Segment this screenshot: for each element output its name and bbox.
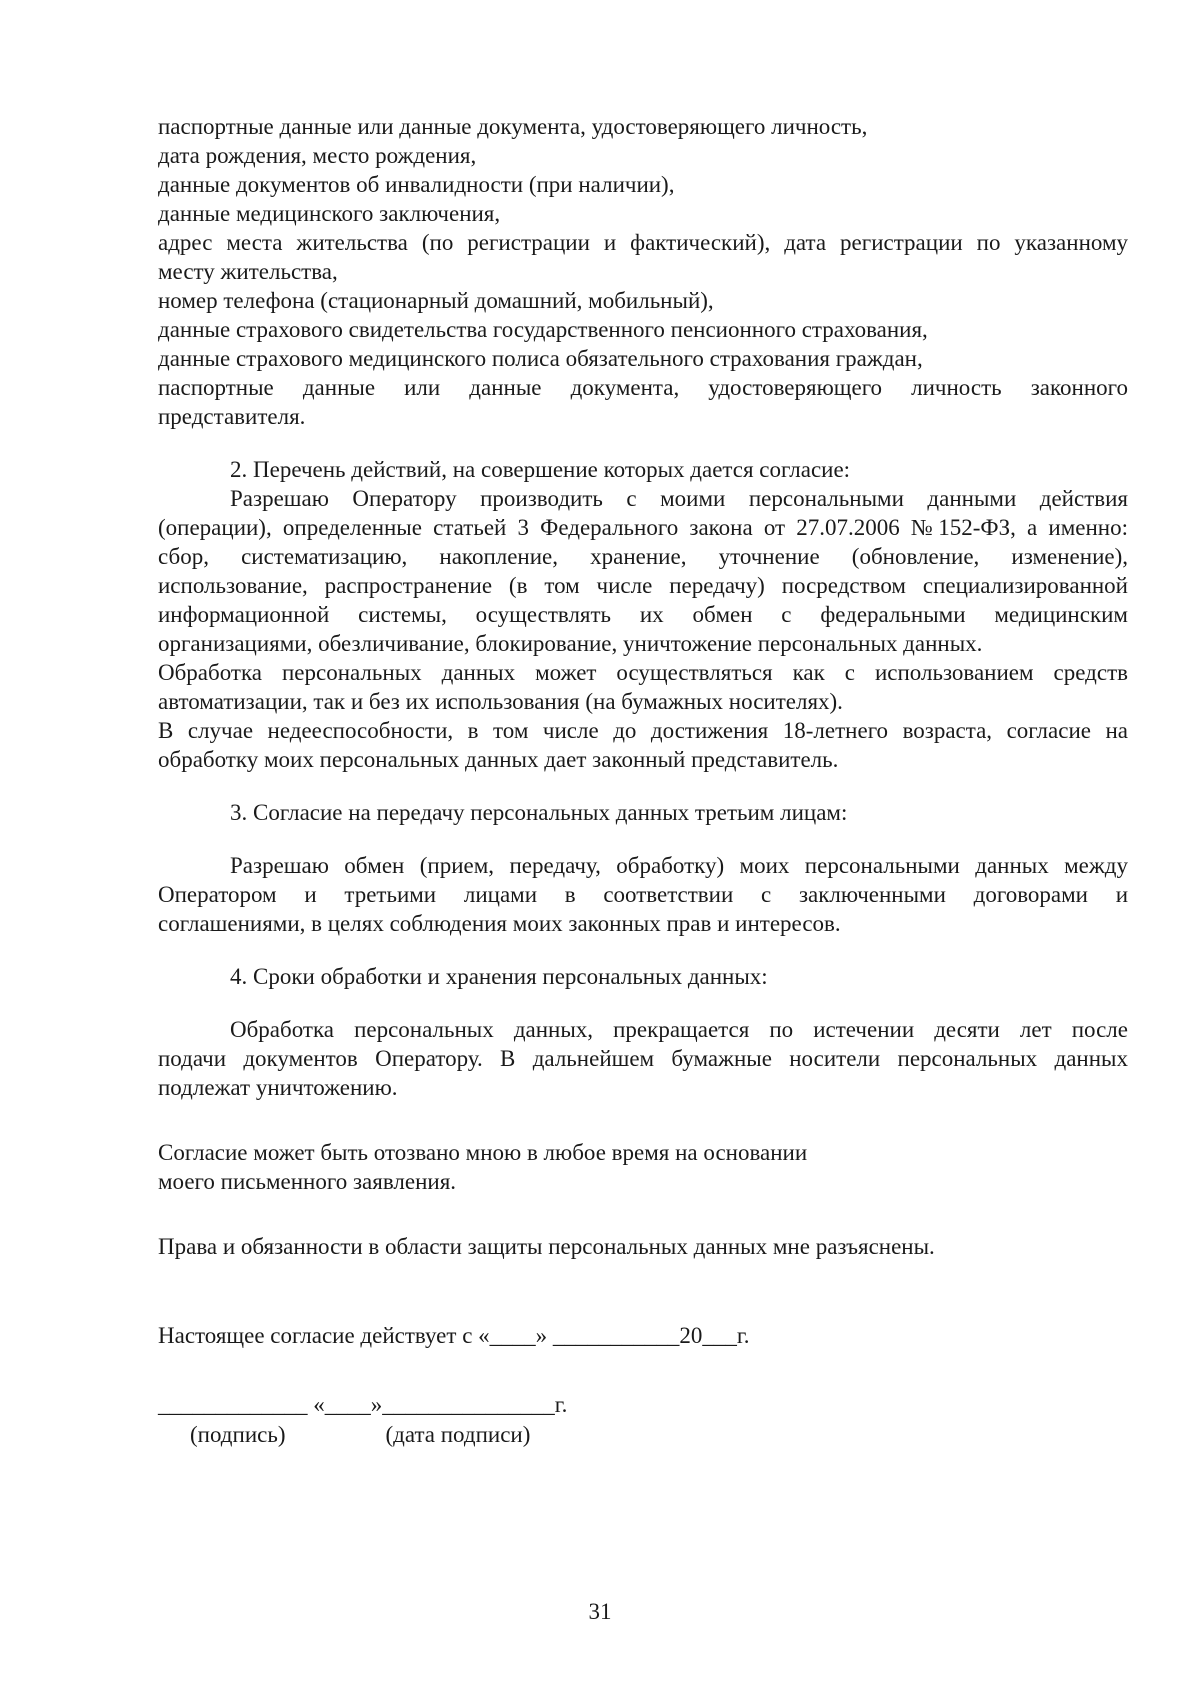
page-number: 31	[588, 1599, 612, 1624]
section-4	[158, 962, 1128, 1102]
paragraph-line: сбор, систематизацию, накопление, хранение, уточнение (обновление, изменение),	[158, 544, 1128, 569]
paragraph-line: подачи документов Оператору. В дальнейшем бумажные носители персональных данных	[158, 1046, 1128, 1071]
paragraph-line: соглашениями, в целях соблюдения моих законных прав и интересов.	[158, 911, 841, 936]
personal-data-list	[158, 112, 1128, 431]
section-3	[158, 798, 1128, 938]
paragraph-line: подлежат уничтожению.	[158, 1075, 398, 1100]
validity-date-line: Настоящее согласие действует с «____» ___________20___г.	[158, 1323, 750, 1348]
paragraph-line: автоматизации, так и без их использования (на бумажных носителях).	[158, 689, 843, 714]
paragraph-line: Оператором и третьими лицами в соответствии с заключенными договорами и	[158, 882, 1128, 907]
list-item: данные страхового медицинского полиса обязательного страхования граждан,	[158, 346, 923, 371]
list-item: представителя.	[158, 404, 306, 429]
section-heading: 4. Сроки обработки и хранения персональных данных:	[230, 964, 768, 989]
list-item: паспортные данные или данные документа, удостоверяющего личность законного	[158, 375, 1128, 400]
list-item: месту жительства,	[158, 259, 338, 284]
list-item: данные страхового свидетельства государственного пенсионного страхования,	[158, 317, 928, 342]
list-item: данные медицинского заключения,	[158, 201, 501, 226]
signature-date-label: (дата подписи)	[385, 1422, 531, 1447]
paragraph-line: моего письменного заявления.	[158, 1169, 457, 1194]
paragraph-line: обработку моих персональных данных дает законный представитель.	[158, 747, 839, 772]
list-item: дата рождения, место рождения,	[158, 143, 477, 168]
paragraph-line: Разрешаю Оператору производить с моими персональными данными действия	[230, 486, 1128, 511]
signature-line: _____________ «____»_______________г.	[158, 1392, 568, 1417]
list-item: данные документов об инвалидности (при наличии),	[158, 172, 675, 197]
paragraph-line: Согласие может быть отозвано мною в любое время на основании	[158, 1140, 808, 1165]
list-item: паспортные данные или данные документа, удостоверяющего личность,	[158, 114, 868, 139]
document-body	[158, 112, 1128, 1350]
paragraph-line: Обработка персональных данных, прекращается по истечении десяти лет после	[230, 1017, 1128, 1042]
paragraph-line: В случае недееспособности, в том числе до достижения 18-летнего возраста, согласие на	[158, 718, 1128, 743]
paragraph-line: Разрешаю обмен (прием, передачу, обработку) моих персональными данных между	[230, 853, 1128, 878]
section-2	[158, 455, 1128, 774]
paragraph-line: организациями, обезличивание, блокирование, уничтожение персональных данных.	[158, 631, 983, 656]
section-heading: 2. Перечень действий, на совершение которых дается согласие:	[230, 457, 851, 482]
paragraph-line: информационной системы, осуществлять их обмен с федеральными медицинским	[158, 602, 1128, 627]
list-item: адрес места жительства (по регистрации и фактический), дата регистрации по указанному	[158, 230, 1128, 255]
list-item: номер телефона (стационарный домашний, мобильный),	[158, 288, 714, 313]
paragraph-line: Обработка персональных данных может осуществляться как с использованием средств	[158, 660, 1128, 685]
signature-label: (подпись)	[190, 1422, 286, 1447]
paragraph-line: (операции), определенные статьей 3 Федерального закона от 27.07.2006 №152-ФЗ, а именно:	[158, 515, 1128, 540]
revocation-note	[158, 1138, 1128, 1196]
section-heading: 3. Согласие на передачу персональных данных третьим лицам:	[230, 800, 848, 825]
paragraph-line: использование, распространение (в том числе передачу) посредством специализированной	[158, 573, 1128, 598]
signature-labels	[158, 1420, 530, 1449]
rights-statement: Права и обязанности в области защиты персональных данных мне разъяснены.	[158, 1234, 935, 1259]
